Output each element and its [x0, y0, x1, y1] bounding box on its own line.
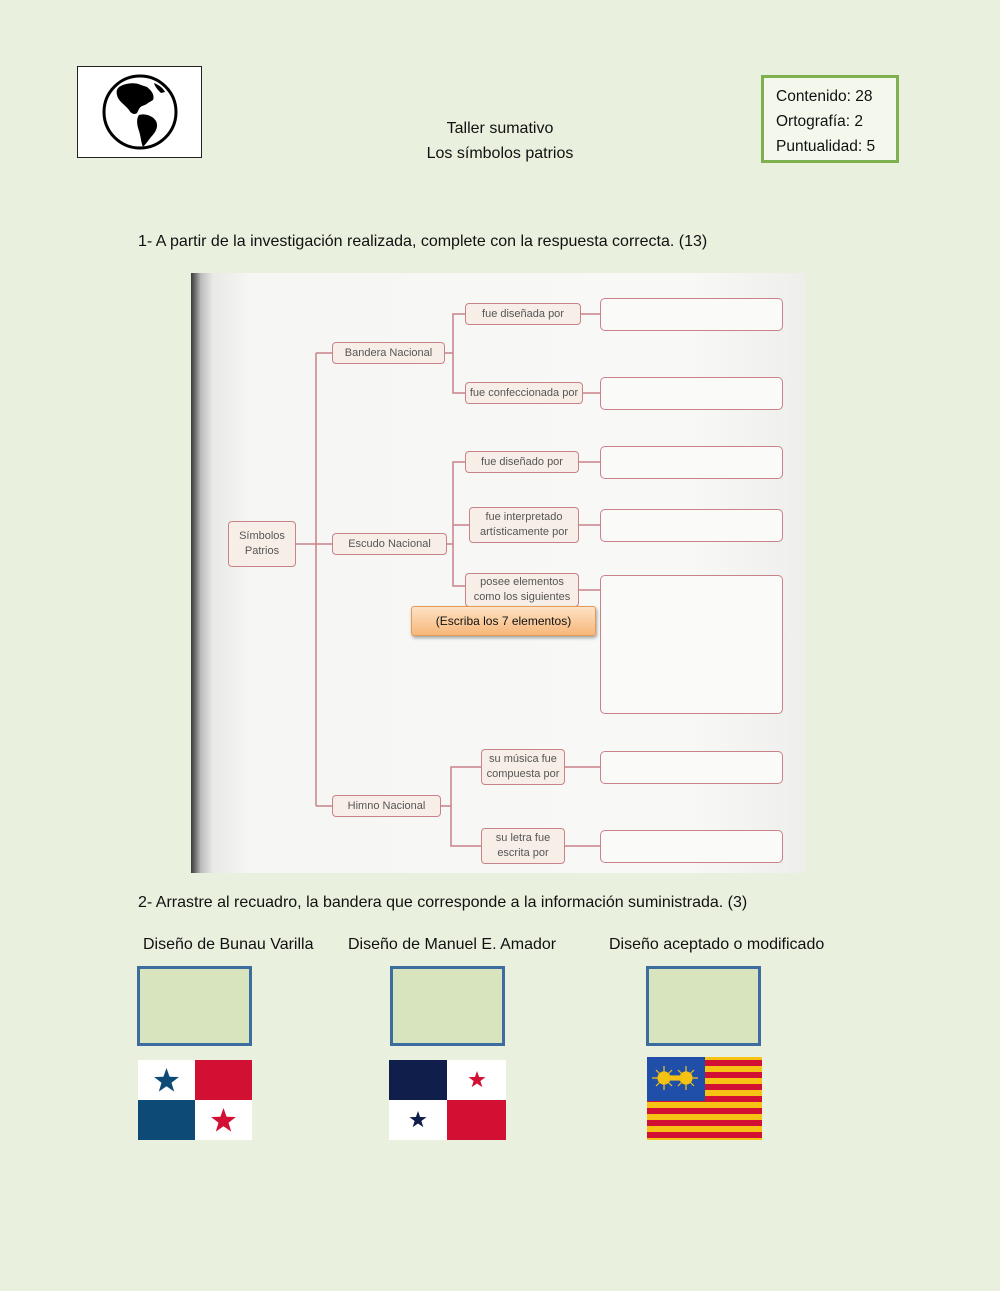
- label-manuel-amador: Diseño de Manuel E. Amador: [348, 936, 557, 953]
- concept-map-scan: [191, 273, 805, 873]
- draggable-flag-panama-original[interactable]: [389, 1060, 506, 1140]
- node-fue-disenada-por: fue diseñada por: [465, 303, 581, 325]
- question-2-text: 2- Arrastre al recuadro, la bandera que corresponde a la información suministrada. (3): [138, 894, 748, 911]
- title-line-2: Los símbolos patrios: [426, 145, 574, 162]
- node-posee-elementos: posee elementos como los siguientes: [465, 573, 579, 607]
- answer-box-himno-musica[interactable]: [600, 751, 783, 784]
- node-fue-interpretado: fue interpretado artísticamente por: [469, 507, 579, 543]
- node-fue-confeccionada-por: fue confeccionada por: [465, 382, 583, 404]
- node-su-letra: su letra fue escrita por: [481, 828, 565, 864]
- answer-box-bandera-disenada[interactable]: [600, 298, 783, 331]
- score-box: [761, 75, 899, 163]
- node-himno-nacional: Himno Nacional: [332, 795, 441, 817]
- node-su-musica: su música fue compuesta por: [481, 749, 565, 785]
- connector-escudo: [447, 462, 469, 586]
- answer-box-bandera-confeccionada[interactable]: [600, 377, 783, 410]
- score-ortografia: Ortografía: 2: [776, 113, 864, 130]
- score-contenido: Contenido: 28: [776, 88, 873, 105]
- node-escudo-nacional: Escudo Nacional: [332, 533, 447, 555]
- drop-zone-disenio-aceptado[interactable]: [646, 966, 761, 1046]
- score-puntualidad: Puntualidad: 5: [776, 138, 876, 155]
- connector-himno-answers: [565, 767, 600, 846]
- title-line-1: Taller sumativo: [446, 120, 554, 137]
- label-bunau-varilla: Diseño de Bunau Varilla: [143, 936, 314, 953]
- node-fue-disenado-por: fue diseñado por: [465, 451, 579, 473]
- answer-box-himno-letra[interactable]: [600, 830, 783, 863]
- answer-box-escudo-elementos[interactable]: [600, 575, 783, 714]
- worksheet-title: [360, 116, 640, 166]
- answer-box-escudo-interpretado[interactable]: [600, 509, 783, 542]
- node-bandera-nacional: Bandera Nacional: [332, 342, 445, 364]
- callout-escriba-elementos: (Escriba los 7 elementos): [411, 606, 596, 636]
- globe-americas-icon: [101, 73, 179, 151]
- connector-bandera-answers: [581, 314, 600, 393]
- globe-logo: [77, 66, 202, 158]
- connector-branches: [316, 353, 332, 806]
- connector-escudo-answers: [579, 462, 600, 590]
- connector-himno: [441, 767, 481, 846]
- answer-box-escudo-disenado[interactable]: [600, 446, 783, 479]
- drop-zone-manuel-amador[interactable]: [390, 966, 505, 1046]
- draggable-flag-bunau-varilla[interactable]: [647, 1057, 762, 1140]
- drop-zone-bunau-varilla[interactable]: [137, 966, 252, 1046]
- question-1-text: 1- A partir de la investigación realizada, complete con la respuesta correcta. (13): [138, 233, 708, 250]
- node-simbolos-patrios: Símbolos Patrios: [228, 521, 296, 567]
- label-disenio-aceptado: Diseño aceptado o modificado: [609, 936, 825, 953]
- connector-bandera: [445, 314, 465, 393]
- draggable-flag-panama-variant[interactable]: [138, 1060, 252, 1140]
